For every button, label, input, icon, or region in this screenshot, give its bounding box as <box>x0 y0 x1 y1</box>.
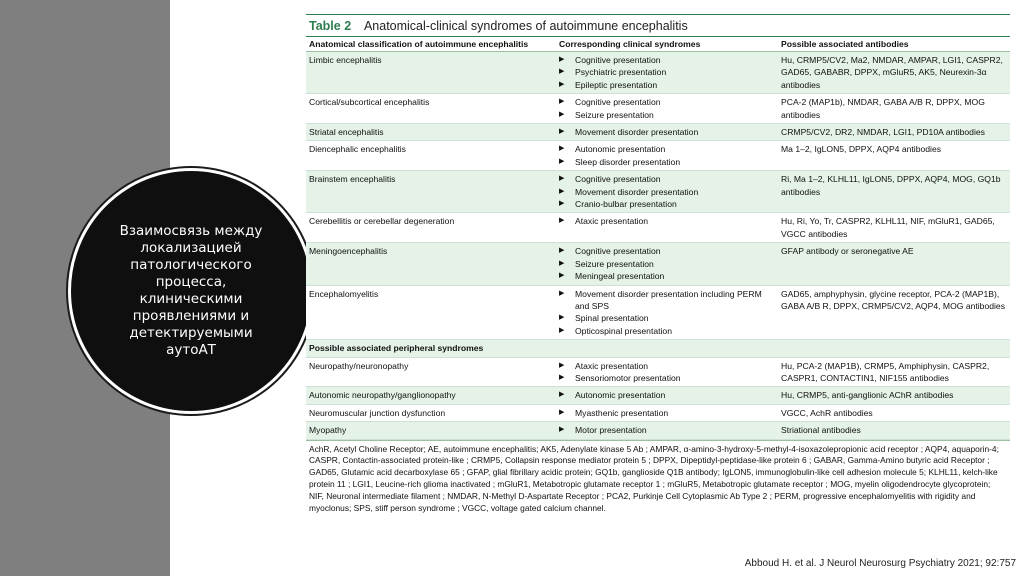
syndrome-item <box>559 258 775 270</box>
syndrome-text: Ataxic presentation <box>575 216 649 227</box>
table-row <box>306 52 1010 94</box>
triangle-bullet-icon: ▶ <box>559 110 565 118</box>
syndrome-item <box>559 424 775 436</box>
syndrome-item <box>559 109 775 121</box>
syndrome-item <box>559 288 775 313</box>
cell-antibodies: VGCC, AchR antibodies <box>781 407 873 418</box>
triangle-bullet-icon: ▶ <box>559 157 565 165</box>
circle-title-text: Взаимосвязь между локализацией патологического процесса, клиническими проявлениями и детектируемыми аутоАТ <box>119 223 263 358</box>
table-row <box>306 243 1010 285</box>
triangle-bullet-icon: ▶ <box>559 247 565 255</box>
table-row <box>306 405 1010 422</box>
syndrome-item <box>559 407 775 419</box>
header-syndromes: Corresponding clinical syndromes <box>559 39 701 49</box>
triangle-bullet-icon: ▶ <box>559 68 565 76</box>
table-row <box>306 358 1010 388</box>
table-row <box>306 171 1010 213</box>
cell-syndromes <box>556 405 778 421</box>
cell-syndromes <box>556 171 778 212</box>
syndrome-item <box>559 126 775 138</box>
cell-syndromes <box>556 213 778 242</box>
syndrome-text: Meningeal presentation <box>575 271 665 282</box>
syndrome-item <box>559 245 775 257</box>
table-row <box>306 213 1010 243</box>
syndrome-item <box>559 143 775 155</box>
syndrome-item <box>559 325 775 337</box>
syndrome-item <box>559 186 775 198</box>
syndrome-item <box>559 360 775 372</box>
syndrome-text: Cognitive presentation <box>575 246 661 257</box>
triangle-bullet-icon: ▶ <box>559 175 565 183</box>
citation: Abboud H. et al. J Neurol Neurosurg Psychiatry 2021; 92:757 <box>744 558 1016 569</box>
triangle-bullet-icon: ▶ <box>559 80 565 88</box>
peripheral-section-title: Possible associated peripheral syndromes <box>306 340 1010 357</box>
syndrome-text: Sleep disorder presentation <box>575 156 681 167</box>
cell-classification: Brainstem encephalitis <box>309 174 396 185</box>
table-row <box>306 141 1010 171</box>
syndrome-item <box>559 96 775 108</box>
cell-syndromes <box>556 286 778 340</box>
table-row <box>306 124 1010 141</box>
cell-antibodies: Ma 1–2, IgLON5, DPPX, AQP4 antibodies <box>781 144 942 155</box>
triangle-bullet-icon: ▶ <box>559 145 565 153</box>
syndrome-text: Myasthenic presentation <box>575 407 669 418</box>
syndrome-item <box>559 312 775 324</box>
table-row <box>306 286 1010 341</box>
cell-classification: Diencephalic encephalitis <box>309 144 406 155</box>
cell-antibodies: Hu, PCA-2 (MAP1B), CRMP5, Amphiphysin, CASPR2, CASPR1, CONTACTIN1, NIF155 antibodies <box>781 360 990 383</box>
syndrome-text: Seizure presentation <box>575 109 654 120</box>
header-classification: Anatomical classification of autoimmune encephalitis <box>309 39 529 49</box>
table-row <box>306 422 1010 439</box>
syndrome-text: Autonomic presentation <box>575 144 666 155</box>
cell-classification: Autonomic neuropathy/ganglionopathy <box>309 390 456 401</box>
triangle-bullet-icon: ▶ <box>559 200 565 208</box>
cell-antibodies: PCA-2 (MAP1b), NMDAR, GABA A/B R, DPPX, MOG antibodies <box>781 97 985 120</box>
cell-classification: Neuropathy/neuronopathy <box>309 360 409 371</box>
syndromes-table <box>306 14 1010 517</box>
cell-syndromes <box>556 94 778 123</box>
header-antibodies: Possible associated antibodies <box>781 39 909 49</box>
table-number: Table 2 <box>309 19 352 33</box>
triangle-bullet-icon: ▶ <box>559 128 565 136</box>
syndrome-item <box>559 372 775 384</box>
cell-antibodies: CRMP5/CV2, DR2, NMDAR, LGI1, PD10A antibodies <box>781 127 985 138</box>
cell-antibodies: Ri, Ma 1–2, KLHL11, IgLON5, DPPX, AQP4, MOG, GQ1b antibodies <box>781 174 1001 197</box>
cell-syndromes <box>556 387 778 403</box>
syndrome-text: Motor presentation <box>575 425 647 436</box>
cell-antibodies: Striational antibodies <box>781 425 861 436</box>
cell-classification: Meningoencephalitis <box>309 246 388 257</box>
cell-classification: Neuromuscular junction dysfunction <box>309 407 446 418</box>
cell-antibodies: Hu, Ri, Yo, Tr, CASPR2, KLHL11, NIF, mGluR1, GAD65, VGCC antibodies <box>781 216 995 239</box>
triangle-bullet-icon: ▶ <box>559 391 565 399</box>
syndrome-item <box>559 215 775 227</box>
syndrome-item <box>559 270 775 282</box>
cell-syndromes <box>556 124 778 140</box>
syndrome-text: Movement disorder presentation <box>575 127 699 138</box>
table-row <box>306 387 1010 404</box>
cell-syndromes <box>556 243 778 284</box>
table-title: Anatomical-clinical syndromes of autoimmune encephalitis <box>363 19 688 33</box>
cell-antibodies: Hu, CRMP5, anti-ganglionic AChR antibodies <box>781 390 954 401</box>
triangle-bullet-icon: ▶ <box>559 187 565 195</box>
syndrome-item <box>559 198 775 210</box>
syndrome-text: Cognitive presentation <box>575 55 661 65</box>
syndrome-text: Spinal presentation <box>575 313 649 324</box>
syndrome-text: Ataxic presentation <box>575 360 649 371</box>
cell-classification: Cortical/subcortical encephalitis <box>309 97 430 108</box>
syndrome-text: Autonomic presentation <box>575 390 666 401</box>
syndrome-item <box>559 389 775 401</box>
syndrome-text: Sensoriomotor presentation <box>575 372 681 383</box>
cell-syndromes <box>556 52 778 93</box>
triangle-bullet-icon: ▶ <box>559 289 565 297</box>
cell-syndromes <box>556 422 778 438</box>
cell-antibodies: GAD65, amphyphysin, glycine receptor, PCA-2 (MAP1B), GABA A/B R, DPPX, CRMP5/CV2, AQP4, MOG antibodies <box>781 288 1006 311</box>
syndrome-text: Cognitive presentation <box>575 97 661 108</box>
table-header <box>306 37 1010 52</box>
triangle-bullet-icon: ▶ <box>559 98 565 106</box>
title-circle <box>68 168 314 414</box>
triangle-bullet-icon: ▶ <box>559 259 565 267</box>
triangle-bullet-icon: ▶ <box>559 426 565 434</box>
cell-antibodies: GFAP antibody or seronegative AE <box>781 246 914 257</box>
cell-syndromes <box>556 358 778 387</box>
syndrome-item <box>559 79 775 91</box>
syndrome-text: Psychiatric presentation <box>575 67 667 78</box>
table-footnote: AchR, Acetyl Choline Receptor; AE, autoimmune encephalitis; AK5, Adenylate kinase 5 Ab ; AMPAR, α-amino-3-hydroxy-5-methyl-4-isoxazolepropionic acid receptor ; AQP4, aquaporin-4; CASPR, Contactin-associated protein-like ; CRMP5, Collapsin response mediator protein 5 ; DPPX, Dipeptidyl-peptidase-like protein 6 ; GABAR, Gamma-Amino butyric acid Receptor ; GAD65, Glutamic acid decarboxylase 65 ; GFAP, glial fibrillary acidic protein; GQ1b, ganglioside Q1B antibody; IgLON5, immunoglobulin-like cell adhesion molecule 5; KLHL11, kelch-like protein 11 ; LGI1, Leucine-rich glioma inactivated ; mGluR1, Metabotropic glutamate receptor 1 ; mGluR5, Metabotropic glutamate receptor ; MOG, myelin oligodendrocyte glycoprotein; NIF, Neuronal intermediate filament ; NMDAR, N-Methyl D-Aspartate Receptor ; PCA2, Purkinje Cell Cytoplasmic Ab Type 2 ; PERM, progressive encephalomyelitis with rigidity and myoclonus; SPS, stiff person syndrome ; VGCC, voltage gated calcium channel. <box>306 440 1010 518</box>
triangle-bullet-icon: ▶ <box>559 408 565 416</box>
cell-classification: Limbic encephalitis <box>309 55 382 65</box>
triangle-bullet-icon: ▶ <box>559 272 565 280</box>
triangle-bullet-icon: ▶ <box>559 361 565 369</box>
table-body <box>306 52 1010 340</box>
cell-classification: Striatal encephalitis <box>309 127 384 138</box>
triangle-bullet-icon: ▶ <box>559 314 565 322</box>
table-title-bar <box>306 14 1010 37</box>
table-row <box>306 94 1010 124</box>
syndrome-text: Seizure presentation <box>575 258 654 269</box>
triangle-bullet-icon: ▶ <box>559 56 565 63</box>
syndrome-item <box>559 156 775 168</box>
syndrome-text: Cognitive presentation <box>575 174 661 185</box>
triangle-bullet-icon: ▶ <box>559 373 565 381</box>
syndrome-text: Epileptic presentation <box>575 79 658 90</box>
syndrome-text: Cranio-bulbar presentation <box>575 199 677 210</box>
syndrome-item <box>559 54 775 66</box>
syndrome-text: Movement disorder presentation including PERM and SPS <box>575 288 762 311</box>
triangle-bullet-icon: ▶ <box>559 326 565 334</box>
syndrome-text: Movement disorder presentation <box>575 186 699 197</box>
triangle-bullet-icon: ▶ <box>559 217 565 225</box>
peripheral-table-body <box>306 358 1010 440</box>
syndrome-item <box>559 173 775 185</box>
cell-classification: Myopathy <box>309 425 347 436</box>
syndrome-item <box>559 66 775 78</box>
cell-syndromes <box>556 141 778 170</box>
cell-antibodies: Hu, CRMP5/CV2, Ma2, NMDAR, AMPAR, LGI1, CASPR2, GAD65, GABABR, DPPX, mGluR5, AK5, Neurexin-3α antibodies <box>781 55 1003 90</box>
cell-classification: Encephalomyelitis <box>309 288 379 299</box>
cell-classification: Cerebellitis or cerebellar degeneration <box>309 216 455 227</box>
syndrome-text: Opticospinal presentation <box>575 325 672 336</box>
